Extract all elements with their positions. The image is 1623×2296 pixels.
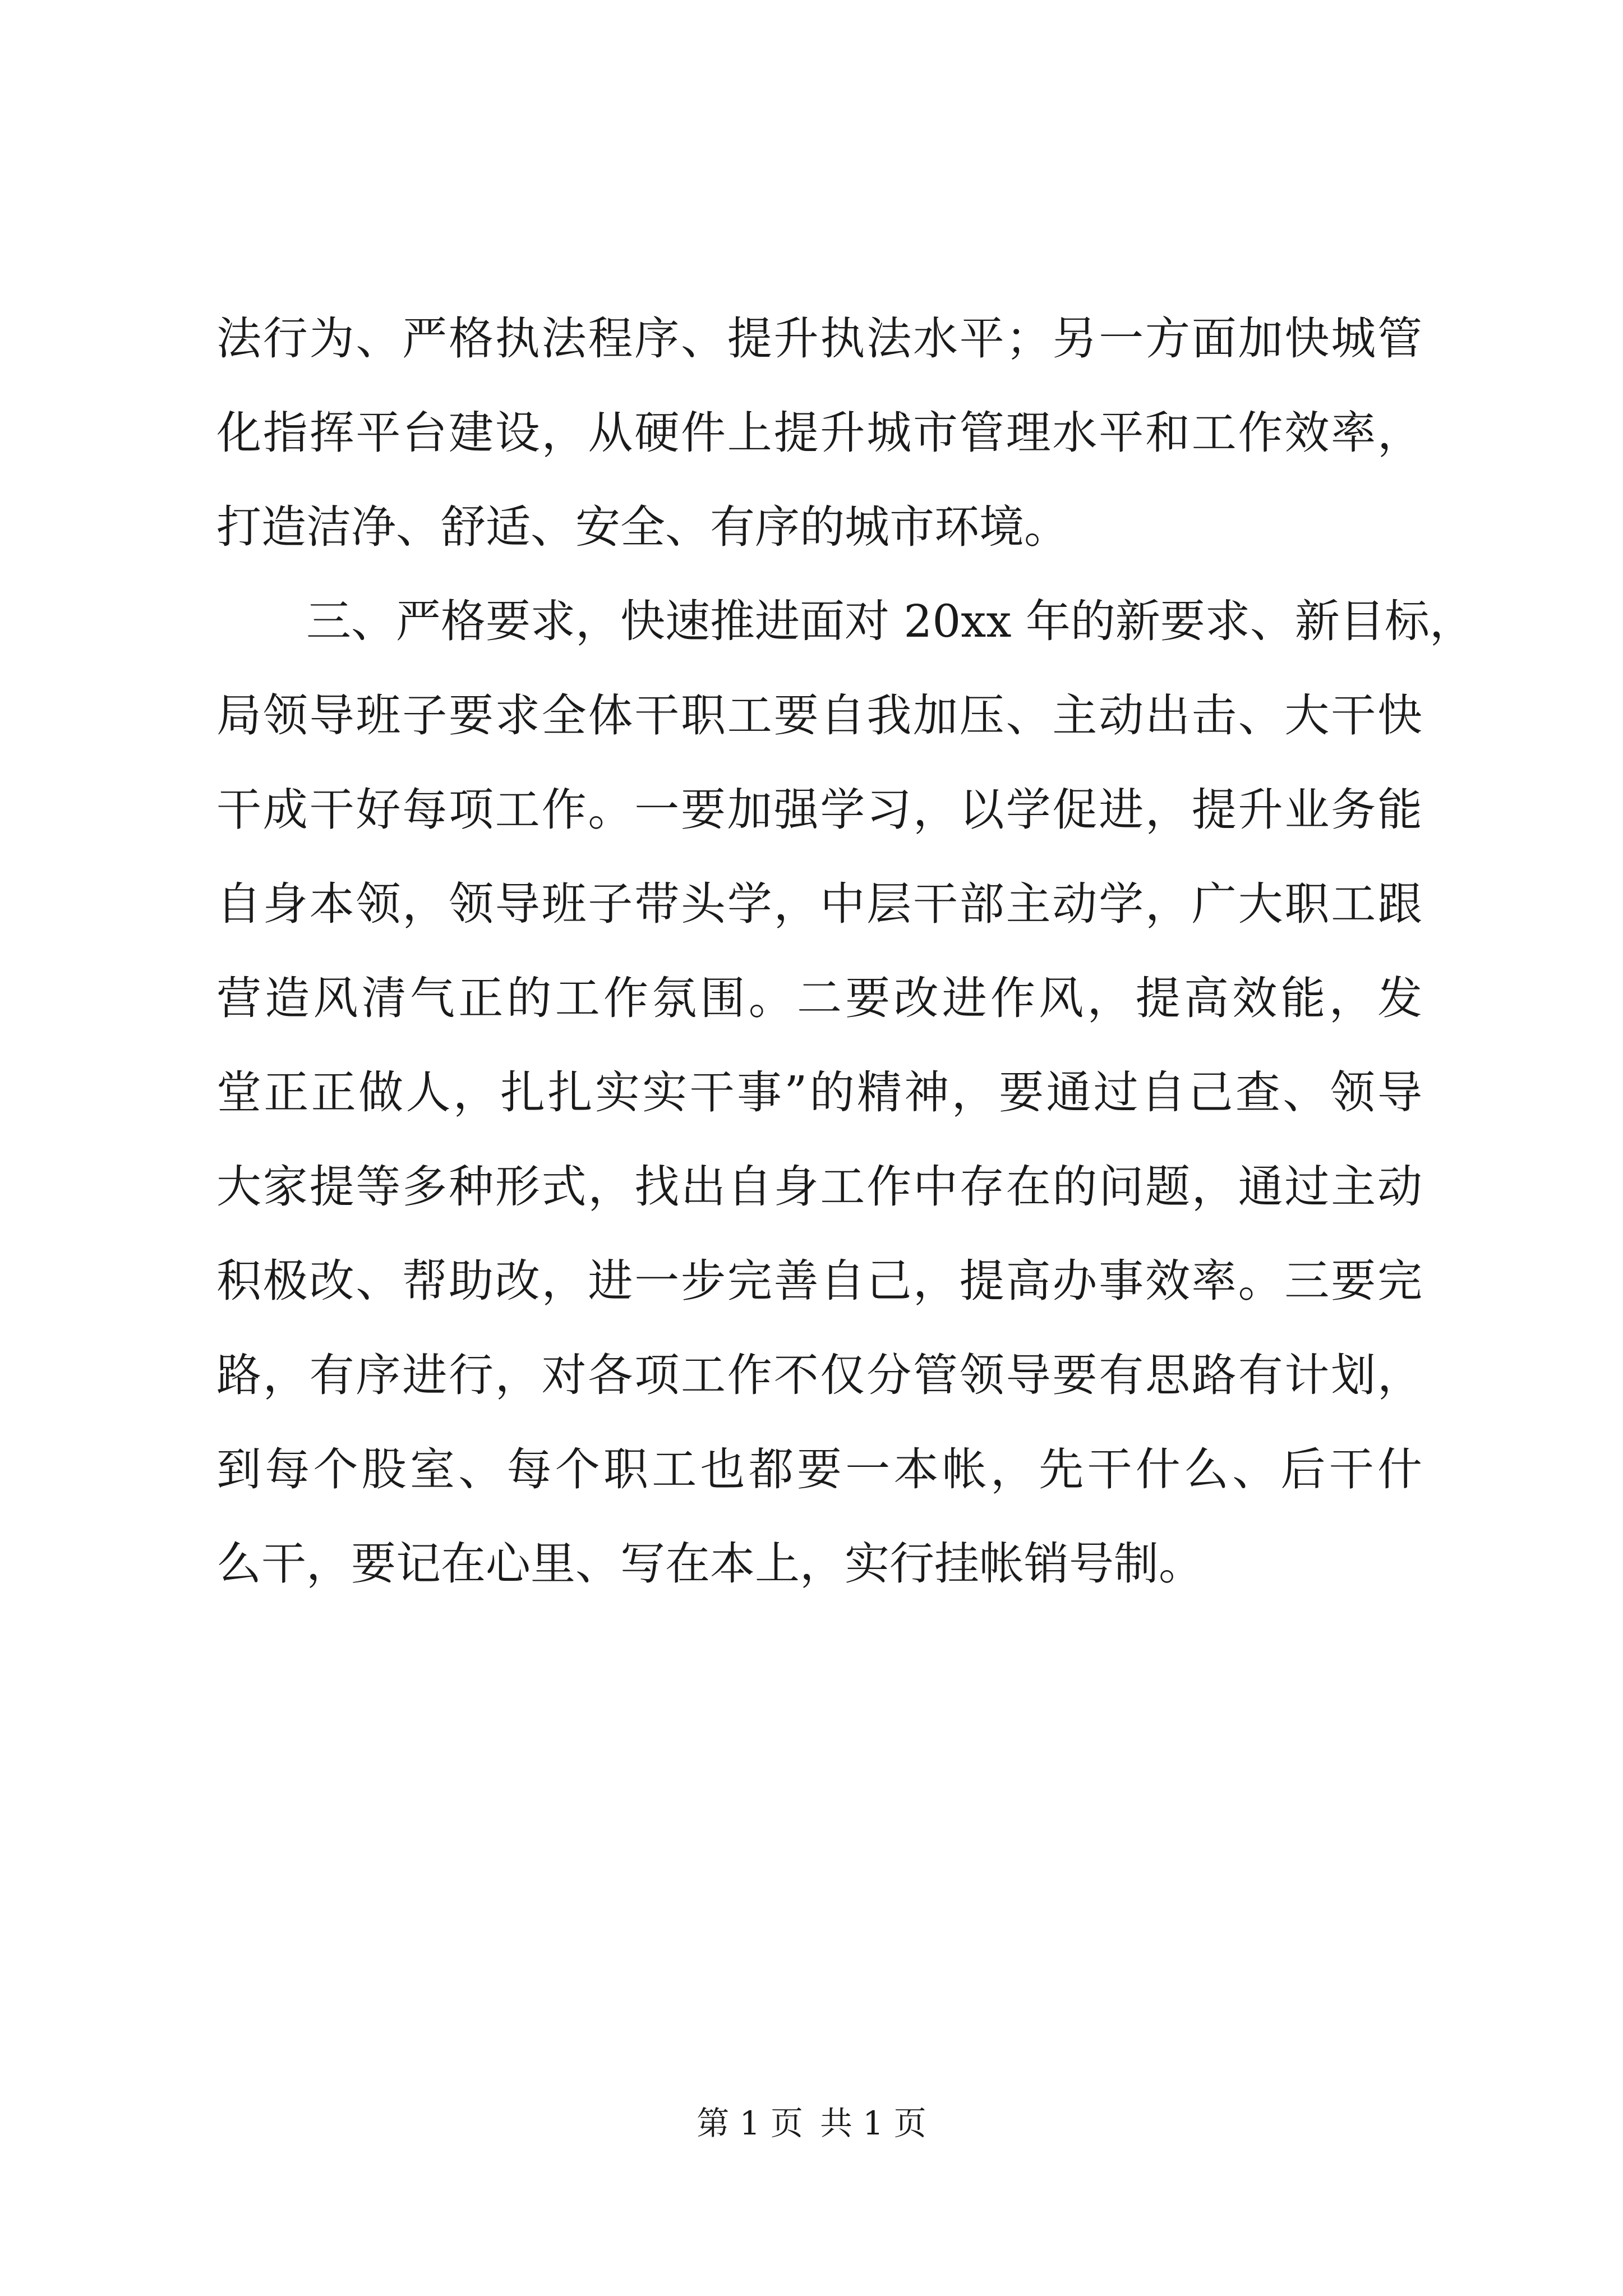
- paragraph-2-line-10: 到每个股室、每个职工也都要一本帐，先干什么、后干什: [216, 1443, 1422, 1496]
- paragraph-1-line-2: 化指挥平台建设，从硬件上提升城市管理水平和工作效率，: [216, 407, 1422, 459]
- paragraph-2-line-2: 局领导班子要求全体干职工要自我加压、主动出击、大干快: [216, 689, 1422, 742]
- paragraph-2-line-5: 营造风清气正的工作氛围。二要改进作风，提高效能，发: [216, 972, 1422, 1024]
- paragraph-2-line-7: 大家提等多种形式，找出自身工作中存在的问题，通过主动: [216, 1161, 1422, 1213]
- paragraph-2-line-8: 积极改、帮助改，进一步完善自己，提高办事效率。三要完: [216, 1255, 1422, 1307]
- paragraph-2-line-6: 堂正正做人，扎扎实实干事”的精神，要通过自己查、领导: [216, 1066, 1422, 1119]
- paragraph-2-line-4: 自身本领，领导班子带头学，中层干部主动学，广大职工跟: [216, 878, 1422, 930]
- paragraph-2-line-1: 三、严格要求，快速推进面对 20xx 年的新要求、新目标，: [306, 595, 1474, 647]
- page-total: 共 1 页: [820, 2104, 926, 2142]
- page-number: 第 1 页: [697, 2104, 803, 2142]
- paragraph-2-line-9: 路，有序进行，对各项工作不仅分管领导要有思路有计划，: [216, 1349, 1422, 1401]
- page-footer: [0, 2101, 1623, 2146]
- paragraph-2-line-3: 干成干好每项工作。一要加强学习，以学促进，提升业务能: [216, 784, 1422, 836]
- paragraph-2-line-11: 么干，要记在心里、写在本上，实行挂帐销号制。: [216, 1538, 1204, 1590]
- paragraph-1-line-3: 打造洁净、舒适、安全、有序的城市环境。: [216, 501, 1069, 553]
- body-text: [216, 292, 1474, 1611]
- paragraph-1-line-1: 法行为、严格执法程序、提升执法水平；另一方面加快城管: [216, 312, 1422, 365]
